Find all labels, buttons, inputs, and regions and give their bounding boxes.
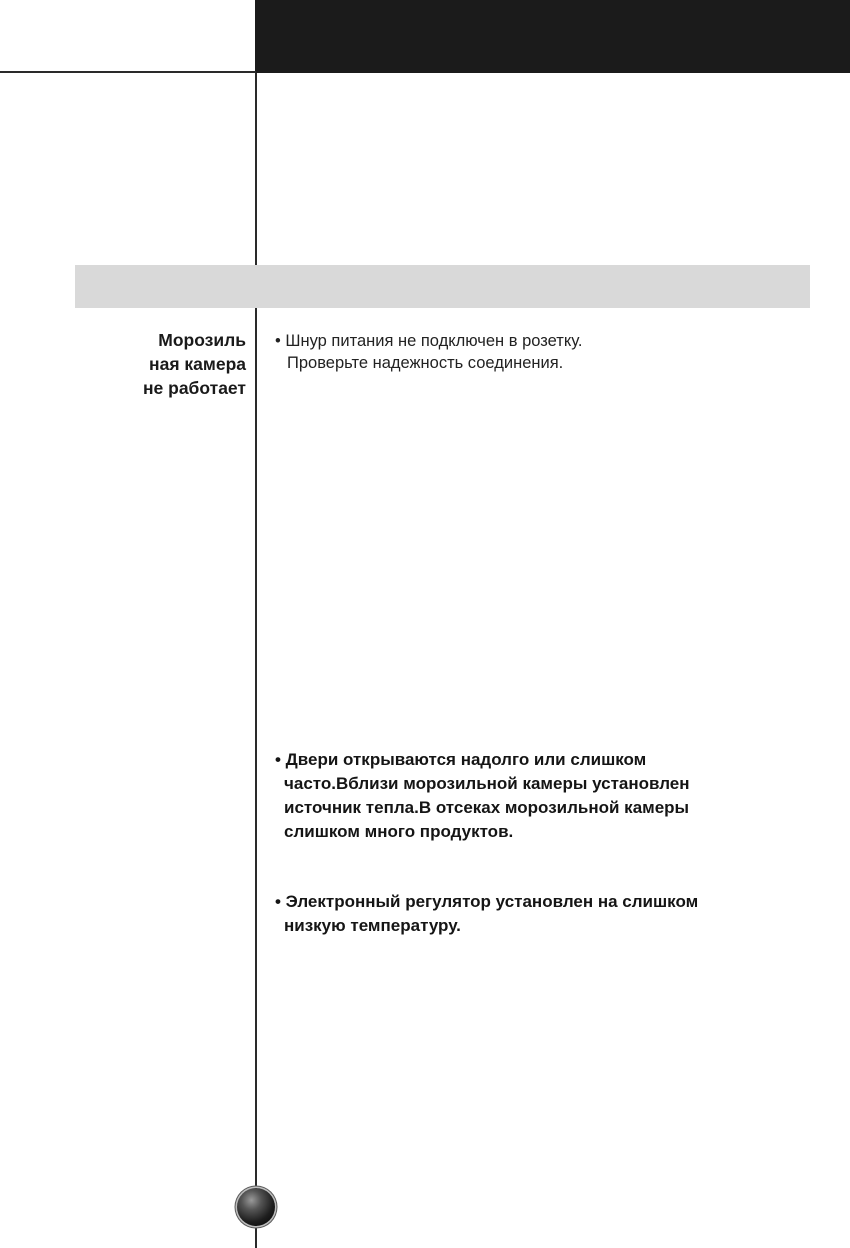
cause-line: часто.Вблизи морозильной камеры установлен — [284, 774, 690, 793]
cause-line: Проверьте надежность соединения. — [287, 354, 564, 372]
header-rule — [0, 71, 256, 73]
page-marker-dot — [237, 1188, 275, 1226]
cause-line: • Шнур питания не подключен в розетку. — [275, 332, 583, 350]
column-divider — [255, 73, 257, 1248]
problem-label — [60, 328, 246, 400]
cause-line: источник тепла.В отсеках морозильной камеры — [284, 798, 690, 817]
problem-line: Морозиль — [158, 330, 246, 350]
cause-power-cord — [275, 330, 582, 374]
cause-line: • Электронный регулятор установлен на слишком — [275, 892, 699, 911]
header-black-bar — [255, 0, 850, 73]
cause-regulator — [275, 890, 698, 938]
problem-line: ная камера — [149, 354, 246, 374]
cause-line: слишком много продуктов. — [284, 822, 514, 841]
cause-line: низкую температуру. — [284, 916, 461, 935]
cause-line: • Двери открываются надолго или слишком — [275, 750, 647, 769]
section-header-band — [75, 265, 810, 308]
problem-line: не работает — [142, 378, 246, 398]
cause-doors — [275, 748, 690, 844]
